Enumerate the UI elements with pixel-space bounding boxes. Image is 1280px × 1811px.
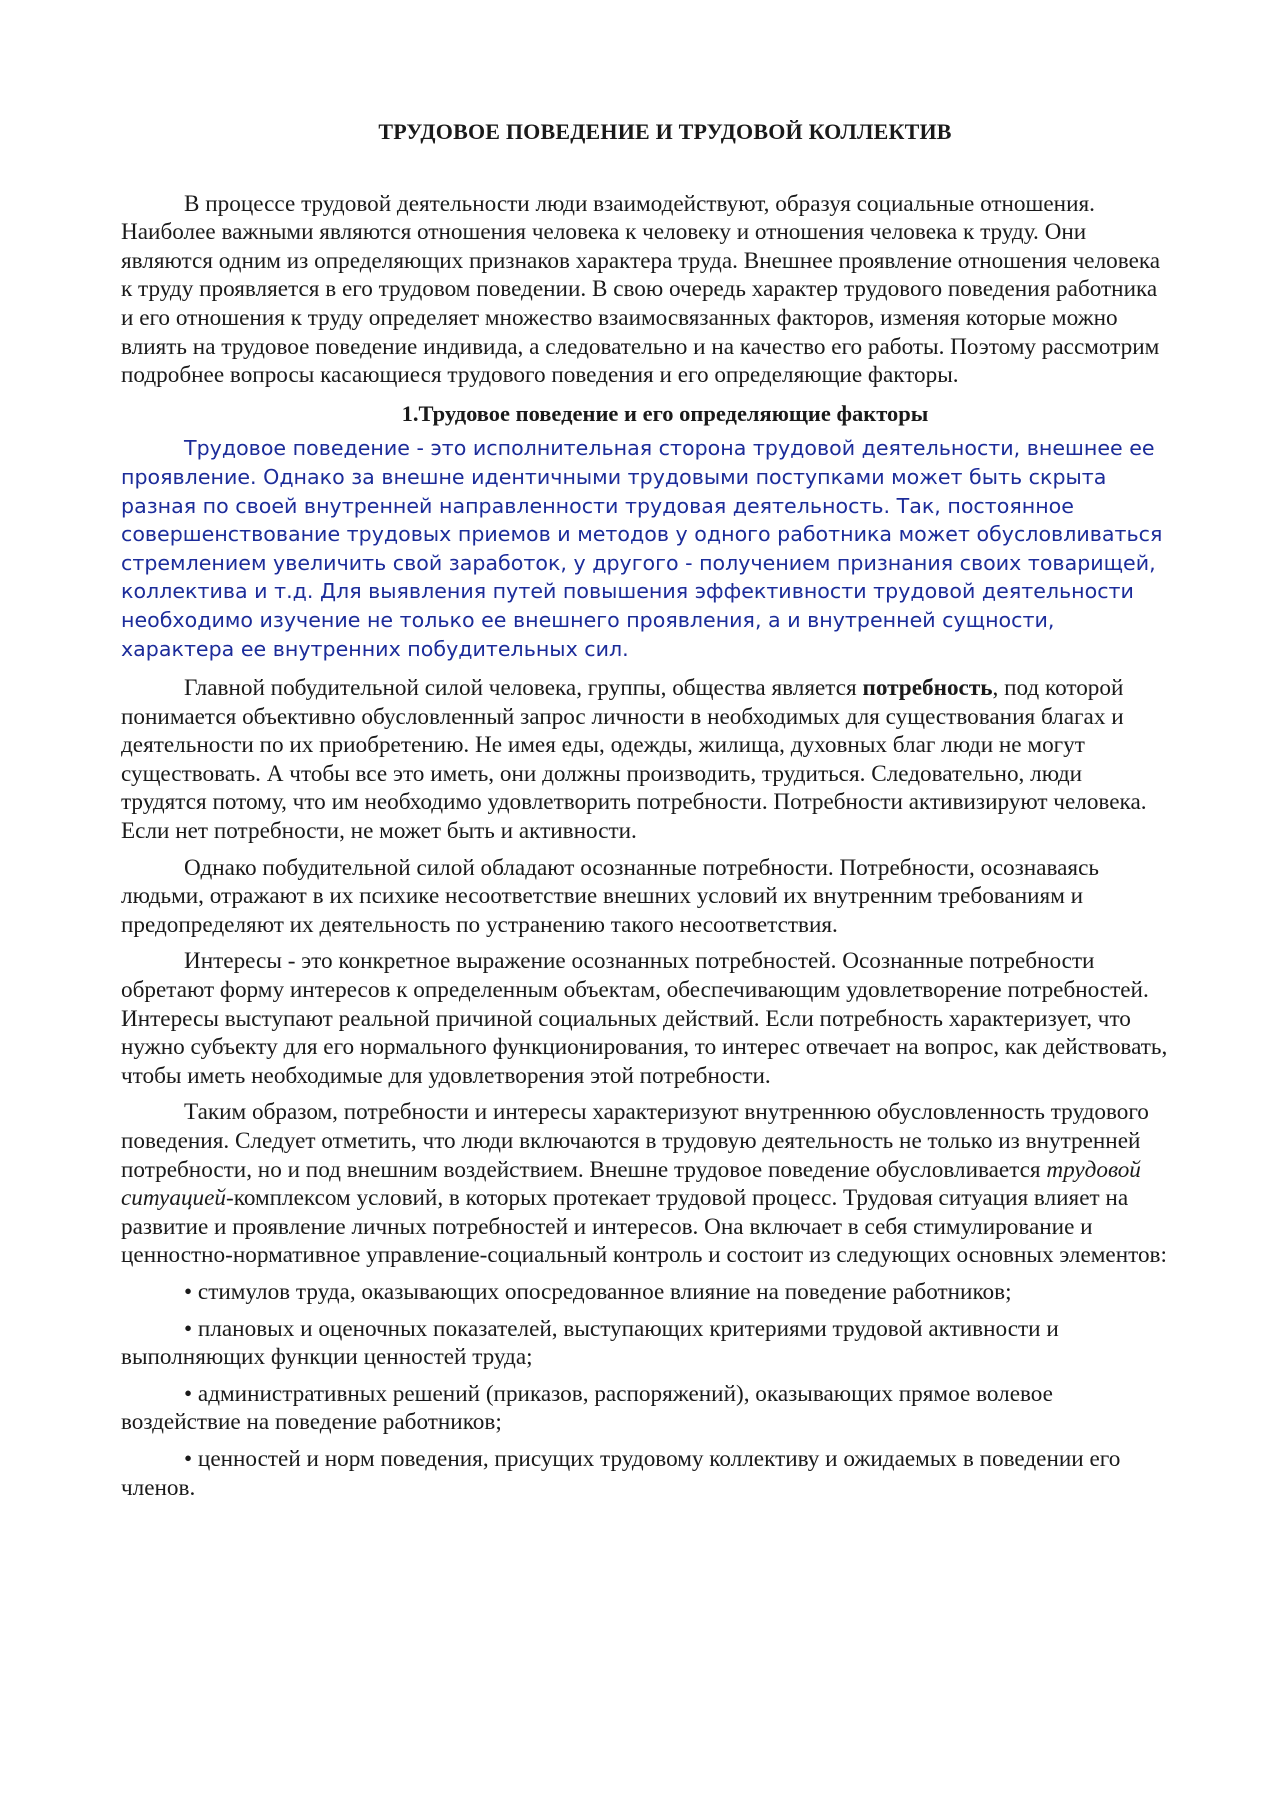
needs-paragraph [121,674,1169,846]
intro-paragraph: В процессе трудовой деятельности люди взаимодействуют, образуя социальные отношения. Наиболее важными являются отношения человека к человеку и отношения человека к труду. Они являются одним из определяющих признаков характера труда. Внешнее проявление отношения человека к труду проявляется в его трудовом поведении. В свою очередь характер трудового поведения работника и его отношения к труду определяет множество взаимосвязанных факторов, изменяя которые можно влиять на трудовое поведение индивида, а следовательно и на качество его работы. Поэтому рассмотрим подробнее вопросы касающиеся трудового поведения и его определяющие факторы. [121,190,1161,389]
list-item: • плановых и оценочных показателей, выступающих критериями трудовой активности и выполняющих функции ценностей труда; [121,1315,1059,1371]
situation-text-before: Таким образом, потребности и интересы характеризуют внутреннюю обусловленность трудового поведения. Следует отметить, что люди включаются в трудовую деятельность не только из внутренней потребности, но и под внешним воздействием. Внешне трудовое поведение обусловливается [121,1099,1149,1183]
list-item: • стимулов труда, оказывающих опосредованное влияние на поведение работников; [184,1278,1012,1305]
needs-term: потребность [862,675,993,702]
document-title: ТРУДОВОЕ ПОВЕДЕНИЕ И ТРУДОВОЙ КОЛЛЕКТИВ [378,119,952,144]
situation-term: трудовой ситуацией [121,1156,1141,1212]
situation-text-after: -комплексом условий, в которых протекает трудовой процесс. Трудовая ситуация влияет на развитие и проявление личных потребностей и интересов. Она включает в себя стимулирование и ценностно-нормативное управление-социальный контроль и состоит из следующих основных элементов: [121,1185,1167,1269]
needs-text-before: Главной побудительной силой человека, группы, общества является [184,675,863,702]
conscious-needs-paragraph: Однако побудительной силой обладают осознанные потребности. Потребности, осознаваясь людьми, отражают в их психике несоответствие внешних условий их внутренним требованиям и предопределяют их деятельность по устранению такого несоответствия. [121,854,1099,938]
list-item: • административных решений (приказов, распоряжений), оказывающих прямое волевое воздействие на поведение работников; [121,1380,1053,1436]
situation-paragraph [121,1098,1169,1270]
definition-paragraph: Трудовое поведение - это исполнительная сторона трудовой деятельности, внешнее ее проявление. Однако за внешне идентичными трудовыми поступками может быть скрыта разная по своей внутренней направленности трудовая деятельность. Так, постоянное совершенствование трудовых приемов и методов у одного работника может обусловливаться стремлением увеличить свой заработок, у другого - получением признания своих товарищей, коллектива и т.д. Для выявления путей повышения эффективности трудовой деятельности необходимо изучение не только ее внешнего проявления, а и внутренней сущности, характера ее внутренних побудительных сил. [121,436,1163,661]
section-heading: 1.Трудовое поведение и его определяющие факторы [401,400,929,426]
interests-paragraph: Интересы - это конкретное выражение осознанных потребностей. Осознанные потребности обретают форму интересов к определенным объектам, обеспечивающим удовлетворение потребностей. Интересы выступают реальной причиной социальных действий. Если потребность характеризует, что нужно субъекту для его нормального функционирования, то интерес отвечает на вопрос, как действовать, чтобы иметь необходимые для удовлетворения этой потребности. [121,948,1168,1089]
needs-text-after: , под которой понимается объективно обусловленный запрос личности в необходимых для существования благах и деятельности по их приобретению. Не имея еды, одежды, жилища, духовных благ люди не могут существовать. А чтобы все это иметь, они должны производить, трудиться. Следовательно, люди трудятся потому, что им необходимо удовлетворить потребности. Потребности активизируют человека. Если нет потребности, не может быть и активности. [121,675,1147,845]
list-item: • ценностей и норм поведения, присущих трудовому коллективу и ожидаемых в поведении его членов. [121,1445,1121,1501]
document-page [121,118,1169,1510]
